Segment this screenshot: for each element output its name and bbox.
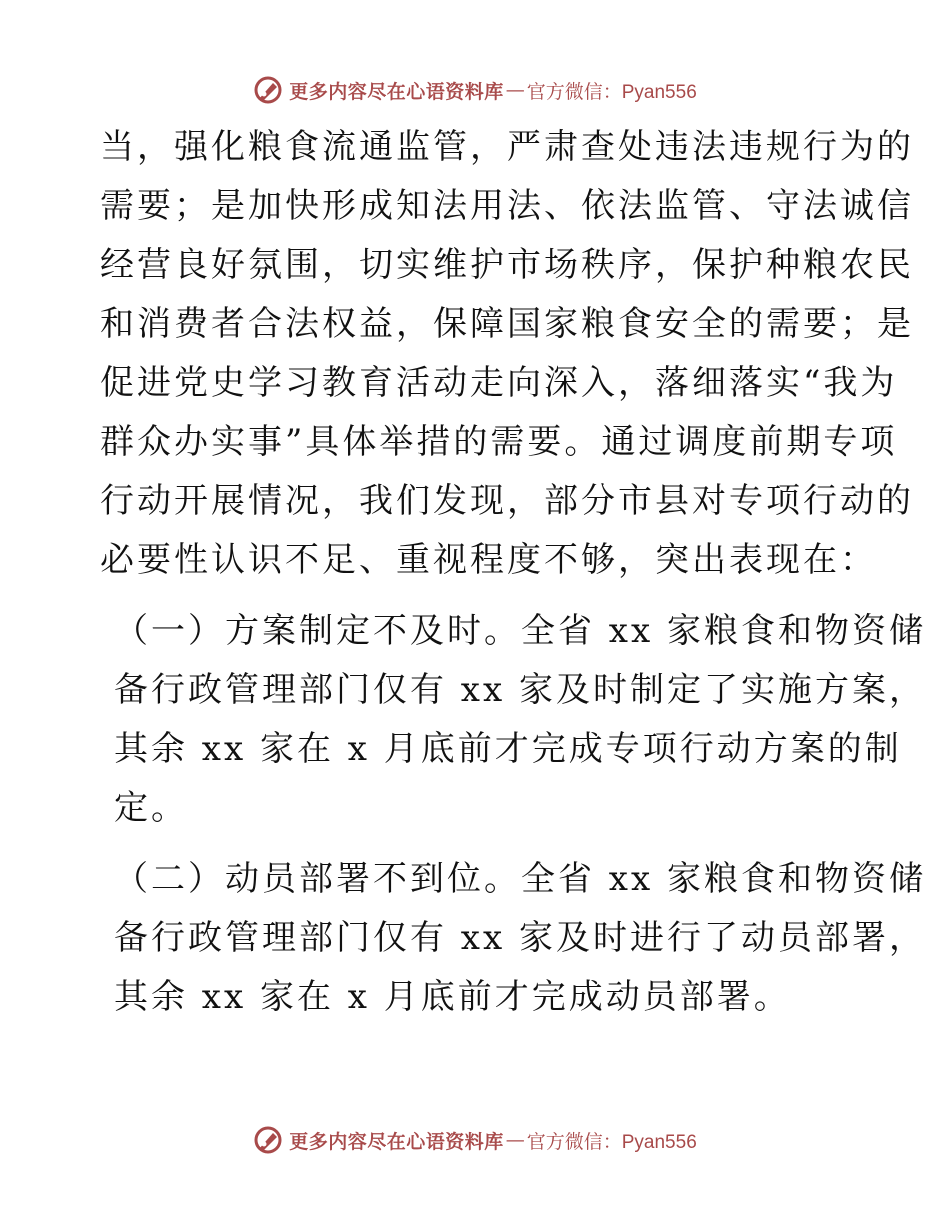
text-line: 群众办实事”具体举措的需要。通过调度前期专项 <box>100 422 898 462</box>
text-line: 和消费者合法权益，保障国家粮食安全的需要；是 <box>100 304 914 344</box>
text-line: 其余 xx 家在 x 月底前才完成专项行动方案的制 <box>114 729 902 769</box>
footer-watermark <box>0 1120 950 1160</box>
text-line: 行动开展情况，我们发现，部分市县对专项行动的 <box>100 481 914 521</box>
text-line: 必要性认识不足、重视程度不够，突出表现在： <box>100 540 877 580</box>
paragraph-1 <box>100 118 914 590</box>
text-line: （一）方案制定不及时。全省 xx 家粮食和物资储 <box>114 611 926 651</box>
text-line: 其余 xx 家在 x 月底前才完成动员部署。 <box>114 977 791 1017</box>
text-line: 备行政管理部门仅有 xx 家及时进行了动员部署， <box>114 918 926 958</box>
text-line: 定。 <box>114 788 188 828</box>
text-line: 促进党史学习教育活动走向深入，落细落实“我为 <box>100 363 898 403</box>
document-body <box>100 118 926 1027</box>
text-line: 当，强化粮食流通监管，严肃查处违法违规行为的 <box>100 127 914 167</box>
header-watermark-dash: — <box>505 79 525 101</box>
pen-nib-logo-icon <box>253 75 283 105</box>
text-line: 经营良好氛围，切实维护市场秩序，保护种粮农民 <box>100 245 914 285</box>
header-watermark <box>0 70 950 110</box>
text-line: 需要；是加快形成知法用法、依法监管、守法诚信 <box>100 186 914 226</box>
header-watermark-text: 更多内容尽在心语资料库 <box>289 80 504 103</box>
footer-watermark-text: 更多内容尽在心语资料库 <box>289 1130 504 1153</box>
footer-watermark-contact: 官方微信：Pyan556 <box>526 1131 697 1153</box>
paragraph-2 <box>100 602 926 838</box>
header-watermark-contact: 官方微信：Pyan556 <box>526 81 697 103</box>
text-line: （二）动员部署不到位。全省 xx 家粮食和物资储 <box>114 859 926 899</box>
text-line: 备行政管理部门仅有 xx 家及时制定了实施方案， <box>114 670 926 710</box>
pen-nib-logo-icon <box>253 1125 283 1155</box>
paragraph-3 <box>100 850 926 1027</box>
footer-watermark-dash: — <box>505 1129 525 1151</box>
